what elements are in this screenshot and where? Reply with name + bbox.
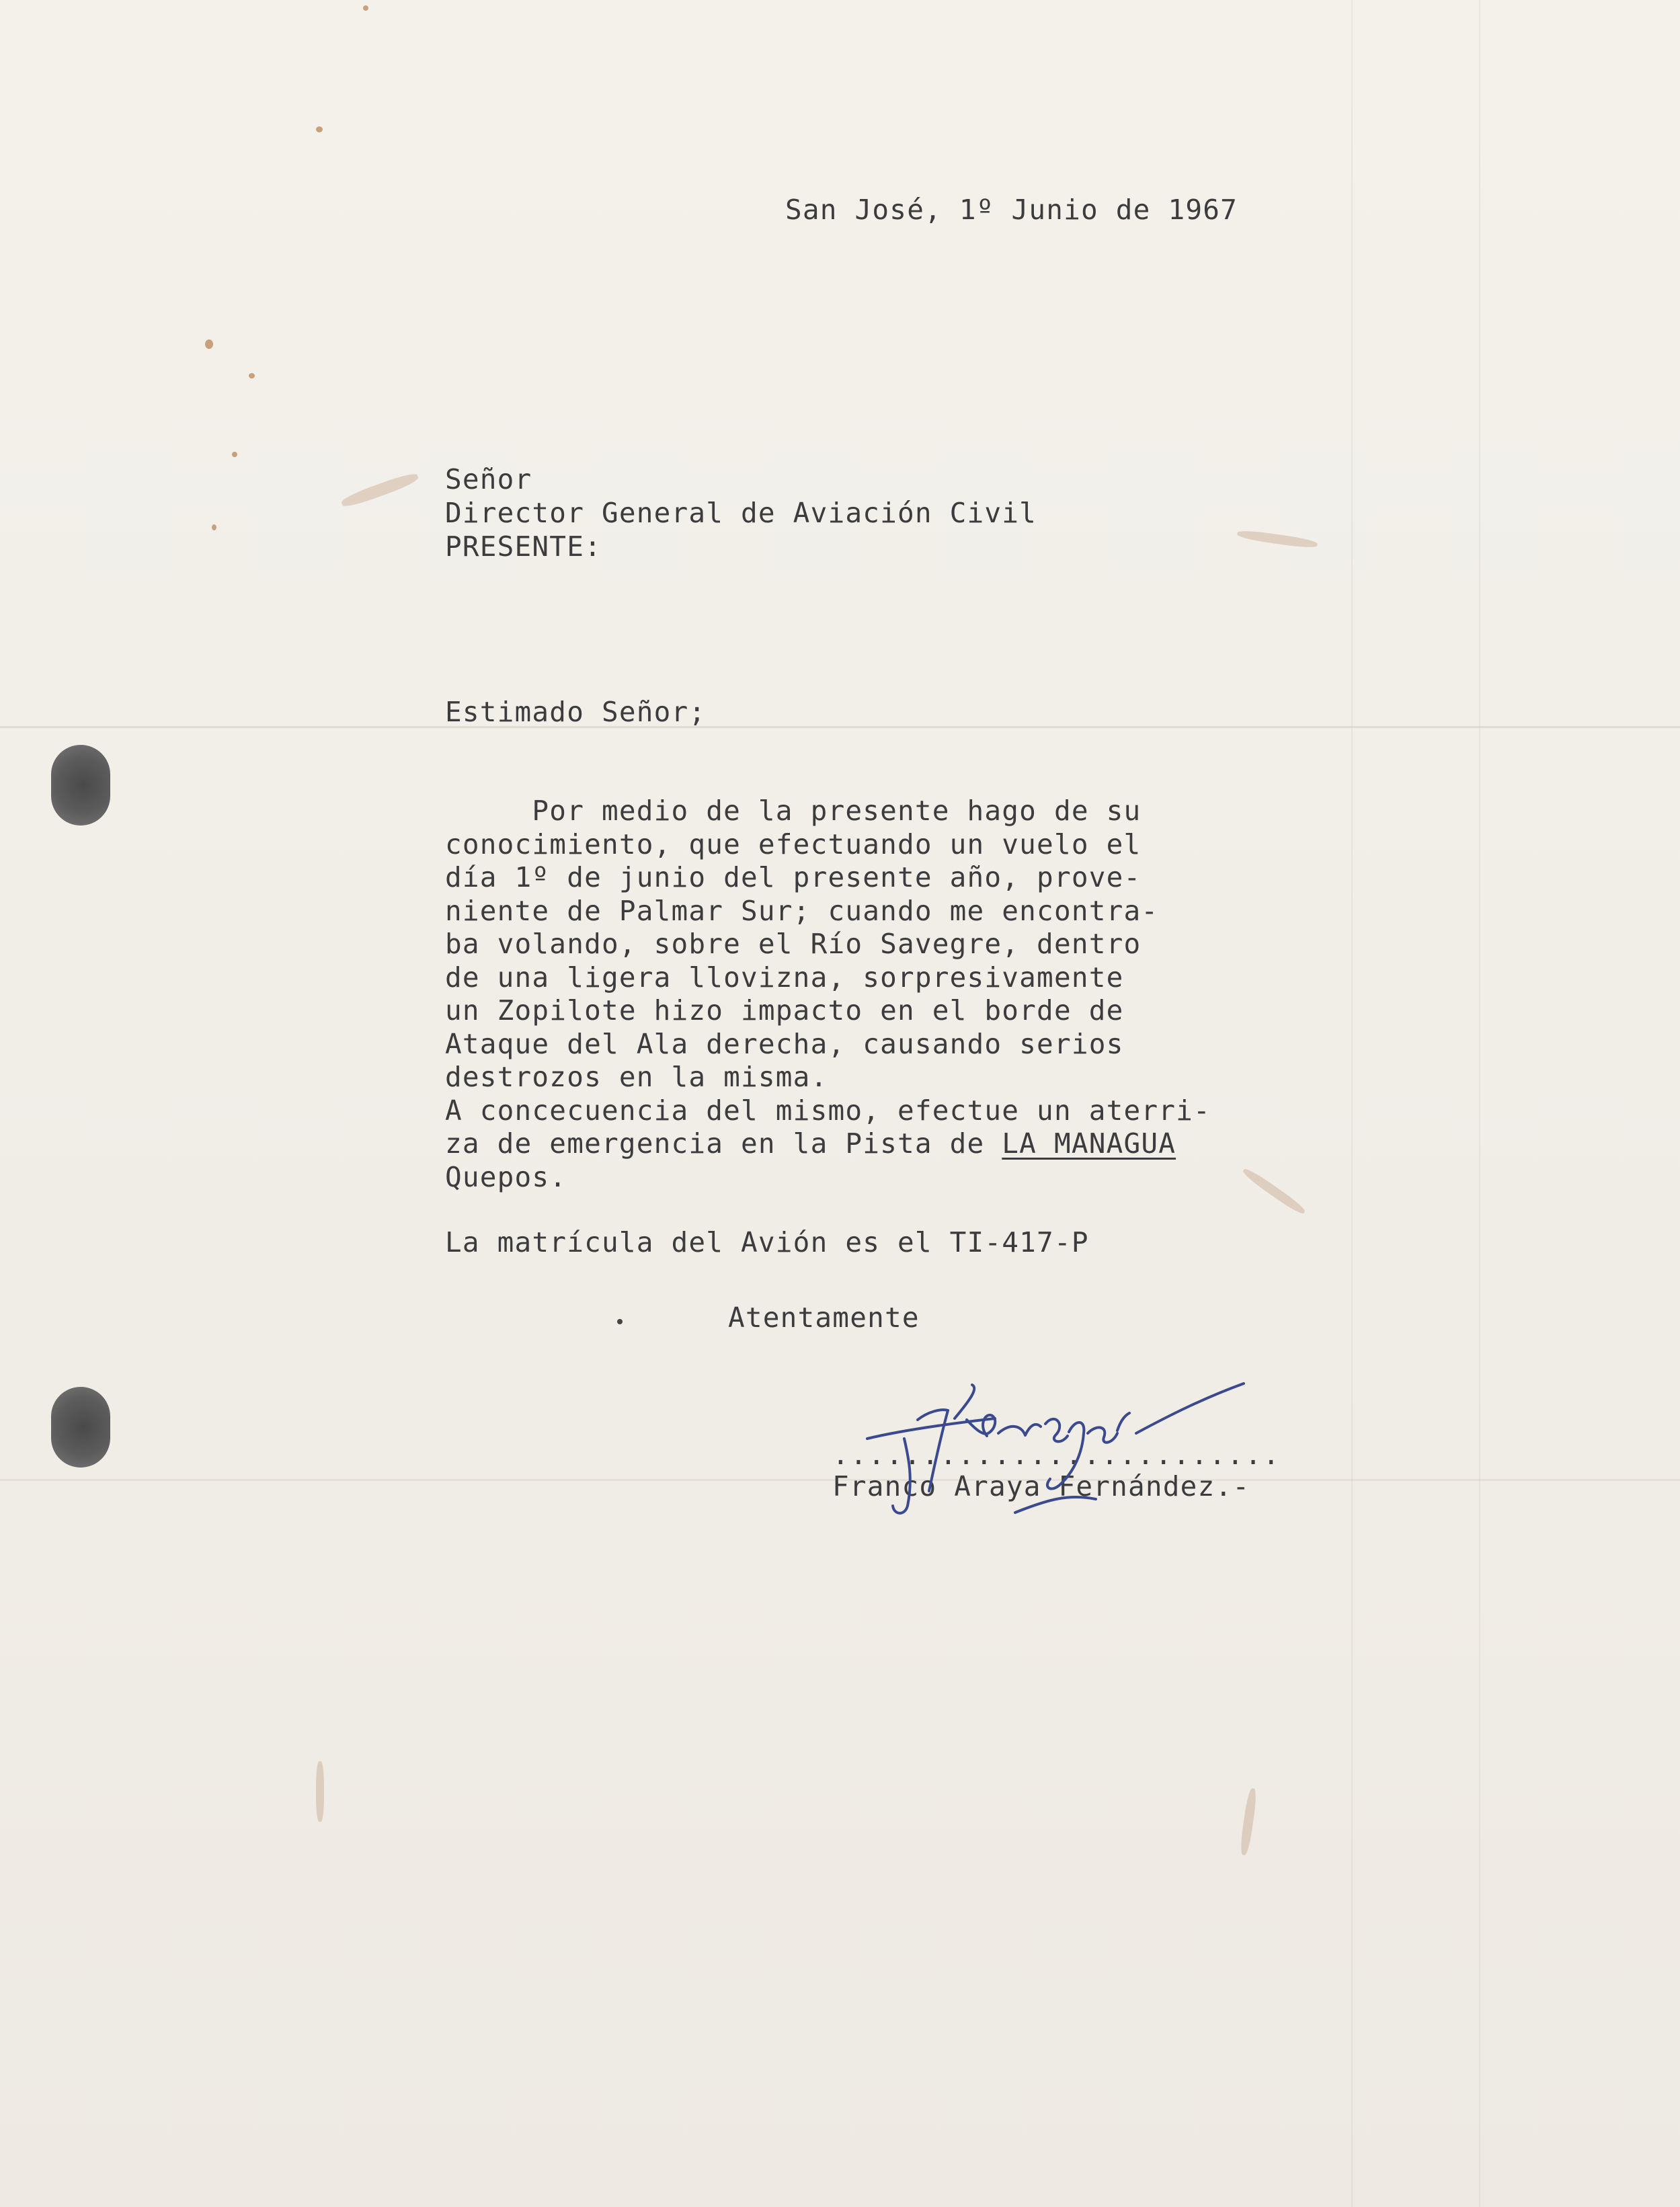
paper-stain [340,471,420,510]
body-line: Quepos. [445,1160,567,1193]
handwritten-signature [854,1371,1297,1519]
letter-date: San José, 1º Junio de 1967 [785,194,1238,226]
signer-name: Franco Araya Fernández.- [832,1470,1250,1502]
letter-body [445,795,1211,1194]
paper-fold-horizontal [0,726,1680,728]
paper-stain [1237,529,1318,550]
body-line: Por medio de la presente hago de su [445,795,1142,827]
salutation: Estimado Señor; [445,696,707,728]
punch-hole-upper [51,745,110,826]
body-line: A concecuencia del mismo, efectue un aterri- [445,1094,1211,1127]
recipient-title: Señor [445,463,532,495]
body-line: día 1º de junio del presente año, prove- [445,861,1142,893]
body-line: Ataque del Ala derecha, causando serios [445,1027,1124,1060]
underlined-location: LA MANAGUA [1002,1127,1176,1160]
body-line: conocimiento, que efectuando un vuelo el [445,828,1142,860]
signature-line: ......................... [832,1439,1281,1471]
body-line: de una ligera llovizna, sorpresivamente [445,961,1124,994]
rust-spot [232,452,237,457]
typed-dot [617,1319,623,1324]
aircraft-registration: La matrícula del Avión es el TI-417-P [445,1226,1089,1258]
body-line-text: za de emergencia en la Pista de [445,1127,1002,1160]
body-line: niente de Palmar Sur; cuando me encontra- [445,894,1159,927]
rust-spot [212,524,216,530]
recipient-position: Director General de Aviación Civil [445,497,1037,529]
rust-spot [205,339,213,349]
paper-fold-vertical [1479,0,1480,2207]
paper-stain [316,1761,324,1822]
paper-stain [1241,1166,1307,1217]
punch-hole-lower [51,1387,110,1468]
paper-fold-vertical-2 [1351,0,1353,2207]
body-line: ba volando, sobre el Río Savegre, dentro [445,928,1142,960]
body-line: destrozos en la misma. [445,1061,828,1093]
rust-spot [363,5,368,11]
paper-stain [1239,1788,1258,1856]
body-line: un Zopilote hizo impacto en el borde de [445,994,1124,1027]
rust-spot [249,373,255,378]
recipient-presente: PRESENTE: [445,530,602,563]
closing: Atentamente [728,1301,920,1334]
rust-spot [316,126,323,132]
body-line-location [445,1127,1211,1161]
